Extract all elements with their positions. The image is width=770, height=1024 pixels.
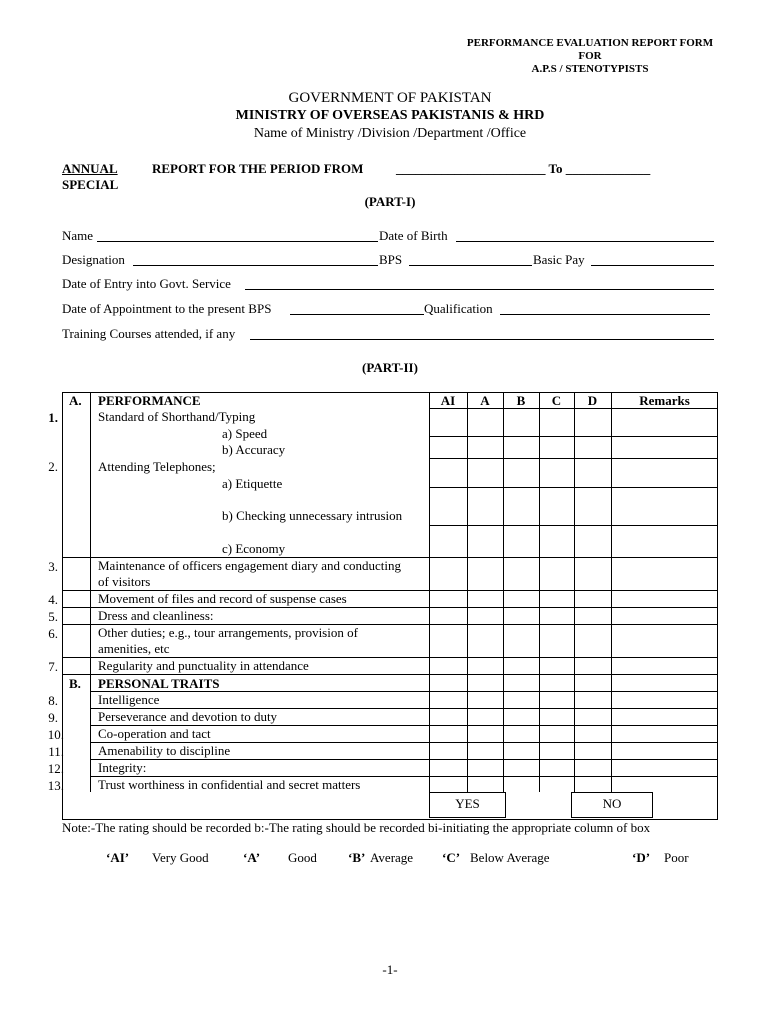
legend-ai-text: Very Good — [152, 850, 209, 865]
item-trustworthiness: Trust worthiness in confidential and secret matters — [98, 777, 361, 792]
dob-label: Date of Birth — [379, 228, 448, 243]
row-line — [90, 759, 718, 760]
row-number: 10. — [47, 727, 64, 742]
name-label: Name — [62, 228, 94, 243]
item-intelligence: Intelligence — [98, 692, 160, 707]
training-field[interactable] — [250, 339, 714, 340]
form-heading-line3: A.P.S / STENOTYPISTS — [531, 63, 649, 75]
col-line-ai — [467, 392, 468, 792]
basic-pay-label: Basic Pay — [533, 252, 585, 267]
col-line-section — [90, 392, 91, 792]
period-field[interactable]: _______________________ To _____________ — [396, 161, 651, 176]
no-box[interactable]: NO — [571, 792, 653, 818]
row-line — [429, 436, 718, 437]
row-number: 9. — [48, 710, 58, 725]
item-telephones: Attending Telephones; — [98, 459, 216, 474]
row-line — [429, 458, 718, 459]
row-number: 7. — [48, 659, 58, 674]
col-d: D — [587, 393, 598, 408]
col-ai: AI — [440, 393, 456, 408]
row-number: 1. — [48, 410, 58, 425]
item-diary: Maintenance of officers engagement diary and conducting — [98, 558, 401, 573]
col-line-c — [574, 392, 575, 792]
bps-field[interactable] — [409, 265, 532, 266]
section-b-label: B. — [69, 676, 81, 691]
yes-box[interactable]: YES — [429, 792, 506, 818]
col-c: C — [551, 393, 562, 408]
personal-traits-heading: PERSONAL TRAITS — [98, 676, 220, 691]
qualification-label: Qualification — [424, 301, 493, 316]
legend-a-code: ‘A’ — [243, 850, 261, 865]
form-heading — [440, 37, 740, 76]
row-line — [429, 525, 718, 526]
item-perseverance: Perseverance and devotion to duty — [98, 709, 278, 724]
item-dress: Dress and cleanliness: — [98, 608, 214, 623]
row-number: 6. — [48, 626, 58, 641]
col-line-a — [503, 392, 504, 792]
item-accuracy: b) Accuracy — [222, 442, 286, 457]
legend-b-text: Average — [370, 850, 414, 865]
qualification-field[interactable] — [500, 314, 710, 315]
legend-ai-code: ‘AI’ — [106, 850, 130, 865]
part1-title: (PART-I) — [364, 194, 416, 209]
entry-date-label: Date of Entry into Govt. Service — [62, 276, 231, 291]
row-line — [429, 487, 718, 488]
row-number: 3. — [48, 559, 58, 574]
appointment-field[interactable] — [290, 314, 424, 315]
form-heading-line2: FOR — [578, 50, 602, 62]
row-number: 12. — [47, 761, 64, 776]
row-number: 5. — [48, 609, 58, 624]
row-line — [62, 674, 718, 675]
basic-pay-field[interactable] — [591, 265, 714, 266]
item-integrity: Integrity: — [98, 760, 147, 775]
section-a-label: A. — [69, 393, 82, 408]
col-line-d — [611, 392, 612, 792]
item-cooperation: Co-operation and tact — [98, 726, 211, 741]
item-economy: c) Economy — [222, 541, 286, 556]
table-border-right — [717, 392, 718, 820]
item-etiquette: a) Etiquette — [222, 476, 283, 491]
name-field[interactable] — [97, 241, 378, 242]
page-number: -1- — [382, 962, 398, 977]
dob-field[interactable] — [456, 241, 714, 242]
rating-note: Note:-The rating should be recorded b:-The rating should be recorded bi-initiating the appropriate column of box — [62, 820, 651, 835]
performance-heading: PERFORMANCE — [98, 393, 201, 408]
item-shorthand: Standard of Shorthand/Typing — [98, 409, 256, 424]
col-remarks: Remarks — [639, 393, 690, 408]
training-label: Training Courses attended, if any — [62, 326, 236, 341]
designation-label: Designation — [62, 252, 125, 267]
item-discipline: Amenability to discipline — [98, 743, 231, 758]
item-regularity: Regularity and punctuality in attendance — [98, 658, 309, 673]
legend-b-code: ‘B’ — [348, 850, 366, 865]
legend-d-code: ‘D’ — [632, 850, 651, 865]
legend-c-text: Below Average — [470, 850, 550, 865]
ministry-title: MINISTRY OF OVERSEAS PAKISTANIS & HRD — [235, 108, 545, 123]
office-title: Name of Ministry /Division /Department /Office — [253, 126, 527, 141]
special-label: SPECIAL — [62, 177, 119, 192]
col-line-b — [539, 392, 540, 792]
legend-c-code: ‘C’ — [442, 850, 461, 865]
col-b: B — [516, 393, 526, 408]
row-number: 8. — [48, 693, 58, 708]
col-a: A — [480, 393, 490, 408]
legend-d-text: Poor — [664, 850, 689, 865]
bps-label: BPS — [379, 252, 403, 267]
row-number: 2. — [48, 459, 58, 474]
item-diary-cont: of visitors — [98, 574, 151, 589]
row-number: 13. — [47, 778, 64, 793]
row-number: 4. — [48, 592, 58, 607]
legend-a-text: Good — [288, 850, 317, 865]
gov-title: GOVERNMENT OF PAKISTAN — [288, 90, 492, 106]
appointment-label: Date of Appointment to the present BPS — [62, 301, 272, 316]
item-files: Movement of files and record of suspense cases — [98, 591, 347, 606]
row-number: 11. — [48, 744, 64, 759]
annual-label: ANNUAL — [62, 161, 118, 176]
part2-title: (PART-II) — [362, 360, 418, 375]
form-heading-line1: PERFORMANCE EVALUATION REPORT FORM — [466, 37, 714, 49]
entry-date-field[interactable] — [245, 289, 714, 290]
designation-field[interactable] — [133, 265, 378, 266]
item-speed: a) Speed — [222, 426, 268, 441]
period-label: REPORT FOR THE PERIOD FROM — [152, 161, 364, 176]
item-other-duties-cont: amenities, etc — [98, 641, 170, 656]
item-intrusion: b) Checking unnecessary intrusion — [222, 508, 403, 523]
col-line-item — [429, 392, 430, 792]
item-other-duties: Other duties; e.g., tour arrangements, provision of — [98, 625, 358, 640]
